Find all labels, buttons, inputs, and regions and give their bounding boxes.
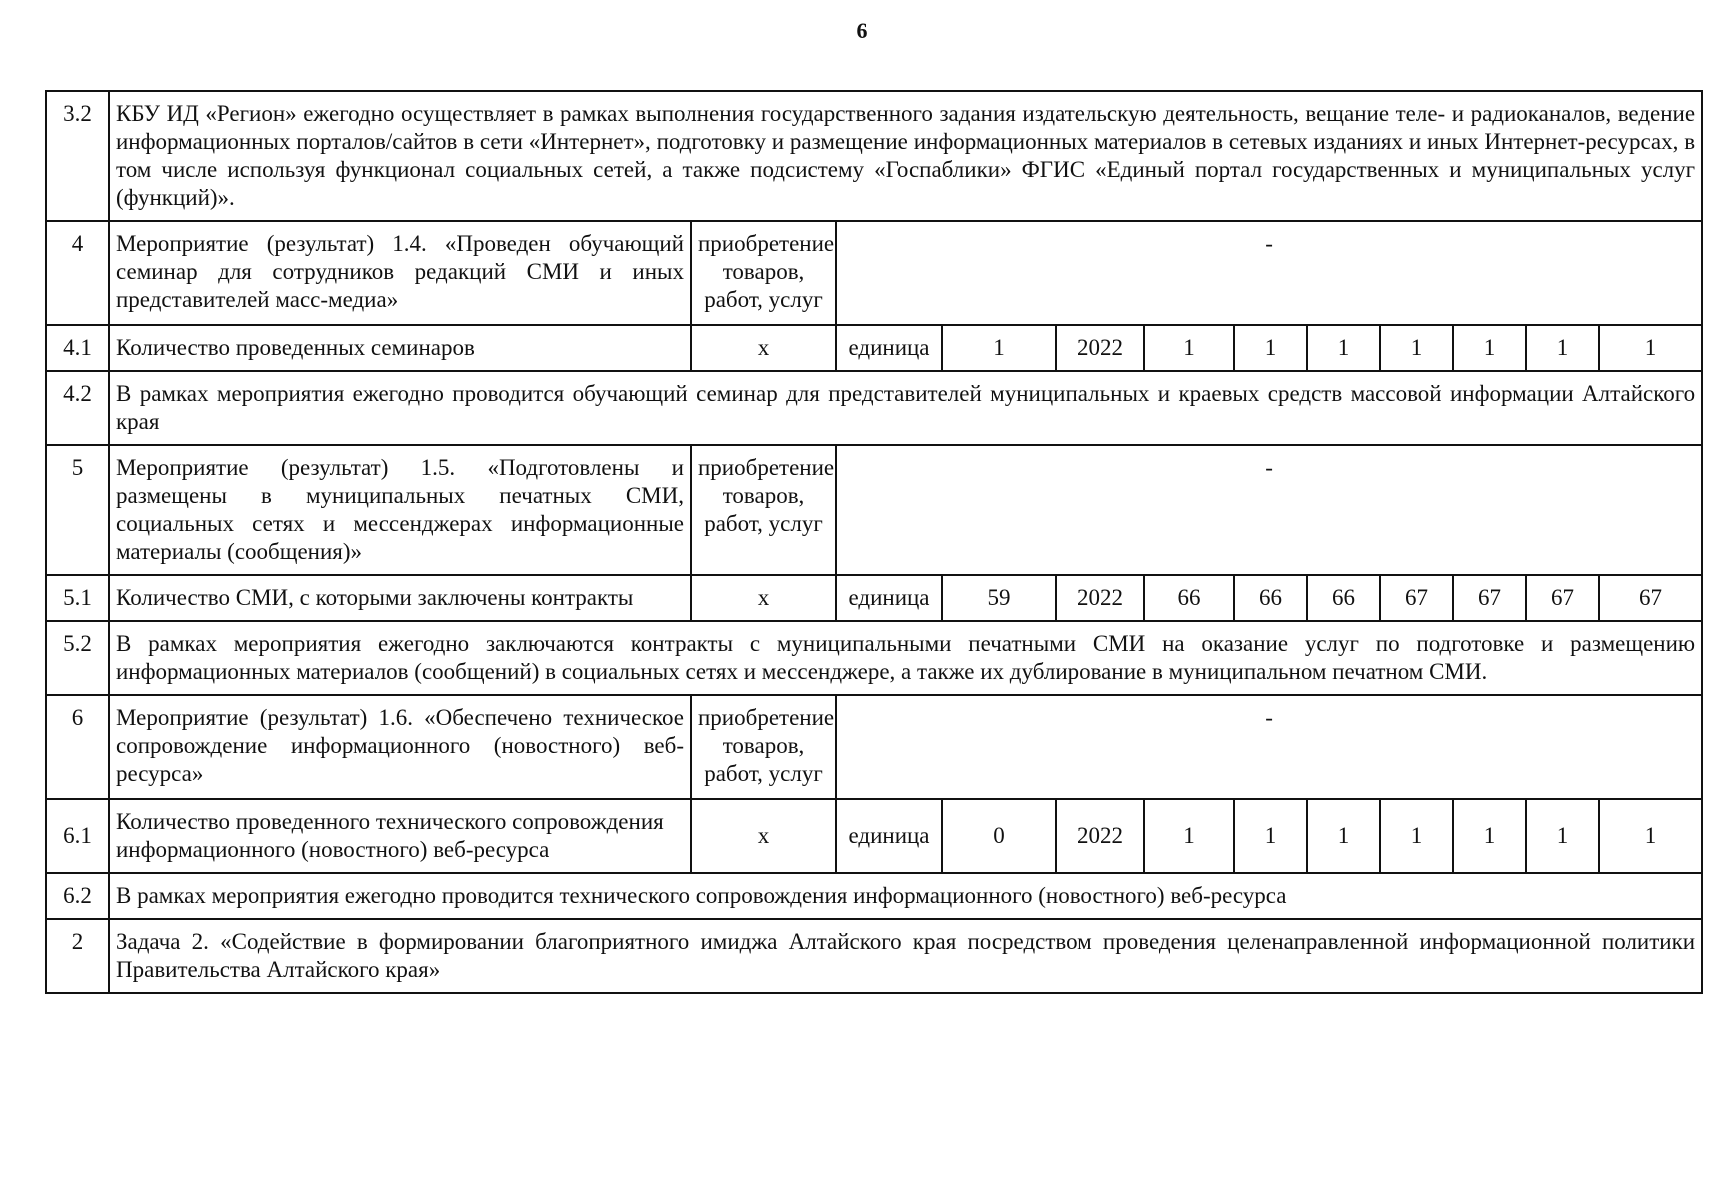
row-number: 5 <box>46 445 109 575</box>
table-row-6-1 <box>46 799 1702 873</box>
expense-category: приобретение товаров, работ, услуг <box>691 221 836 325</box>
row-description: В рамках мероприятия ежегодно заключаются контракты с муниципальными печатными СМИ на оказание услуг по подготовке и размещению информационных материалов (сообщений) в социальных сетях и мессенджере, а также их дублирование в муниципальном печатном СМИ. <box>109 621 1702 695</box>
base-year: 2022 <box>1056 325 1144 371</box>
row-description: В рамках мероприятия ежегодно проводится технического сопровождения информационного (новостного) веб-ресурса <box>109 873 1702 919</box>
value-cell: 1 <box>1144 799 1234 873</box>
value-cell: 1 <box>1307 799 1380 873</box>
indicator-name: Количество проведенных семинаров <box>109 325 691 371</box>
measure-title: Мероприятие (результат) 1.5. «Подготовлены и размещены в муниципальных печатных СМИ, социальных сетях и мессенджерах информационные материалы (сообщения)» <box>109 445 691 575</box>
value-cell: 1 <box>1453 325 1526 371</box>
value-cell: 66 <box>1144 575 1234 621</box>
row-number: 2 <box>46 919 109 993</box>
unit-cell: единица <box>836 325 942 371</box>
table-row-3-2 <box>46 91 1702 221</box>
expense-category: приобретение товаров, работ, услуг <box>691 445 836 575</box>
value-cell: 1 <box>1526 325 1599 371</box>
value-cell: 1 <box>1380 799 1453 873</box>
value-cell: 67 <box>1526 575 1599 621</box>
value-cell: 67 <box>1599 575 1702 621</box>
row-number: 4 <box>46 221 109 325</box>
table-row-4-2 <box>46 371 1702 445</box>
dash-cell: - <box>836 221 1702 325</box>
value-cell: 1 <box>1526 799 1599 873</box>
measure-title: Мероприятие (результат) 1.4. «Проведен обучающий семинар для сотрудников редакций СМИ и иных представителей масс-медиа» <box>109 221 691 325</box>
x-mark: x <box>691 325 836 371</box>
value-cell: 66 <box>1234 575 1307 621</box>
indicator-name: Количество проведенного технического сопровождения информационного (новостного) веб-ресурса <box>109 799 691 873</box>
value-cell: 1 <box>1380 325 1453 371</box>
table-row-6-2 <box>46 873 1702 919</box>
value-cell: 1 <box>1234 799 1307 873</box>
unit-cell: единица <box>836 575 942 621</box>
page-number: 6 <box>856 18 868 43</box>
table-row-5-2 <box>46 621 1702 695</box>
table-row-4 <box>46 221 1702 325</box>
x-mark: x <box>691 575 836 621</box>
row-number: 3.2 <box>46 91 109 221</box>
value-cell: 1 <box>1599 325 1702 371</box>
row-number: 5.2 <box>46 621 109 695</box>
base-year: 2022 <box>1056 575 1144 621</box>
x-mark: x <box>691 799 836 873</box>
row-number: 5.1 <box>46 575 109 621</box>
row-number: 6.2 <box>46 873 109 919</box>
value-cell: 1 <box>1599 799 1702 873</box>
table-row-5-1 <box>46 575 1702 621</box>
value-cell: 67 <box>1453 575 1526 621</box>
row-description: В рамках мероприятия ежегодно проводится обучающий семинар для представителей муниципальных и краевых средств массовой информации Алтайского края <box>109 371 1702 445</box>
base-value: 1 <box>942 325 1056 371</box>
base-value: 59 <box>942 575 1056 621</box>
row-number: 6 <box>46 695 109 799</box>
table-row-5 <box>46 445 1702 575</box>
table-row-4-1 <box>46 325 1702 371</box>
measure-title: Мероприятие (результат) 1.6. «Обеспечено техническое сопровождение информационного (новостного) веб-ресурса» <box>109 695 691 799</box>
row-number: 6.1 <box>46 799 109 873</box>
unit-cell: единица <box>836 799 942 873</box>
table-row-2 <box>46 919 1702 993</box>
value-cell: 67 <box>1380 575 1453 621</box>
row-number: 4.2 <box>46 371 109 445</box>
task-title: Задача 2. «Содействие в формировании благоприятного имиджа Алтайского края посредством проведения целенаправленной информационной политики Правительства Алтайского края» <box>109 919 1702 993</box>
table-row-6 <box>46 695 1702 799</box>
dash-cell: - <box>836 695 1702 799</box>
measures-table <box>45 90 1703 994</box>
value-cell: 1 <box>1144 325 1234 371</box>
indicator-name: Количество СМИ, с которыми заключены контракты <box>109 575 691 621</box>
value-cell: 1 <box>1307 325 1380 371</box>
base-value: 0 <box>942 799 1056 873</box>
row-description: КБУ ИД «Регион» ежегодно осуществляет в рамках выполнения государственного задания издательскую деятельность, вещание теле- и радиоканалов, ведение информационных порталов/сайтов в сети «Интернет», подготовку и размещение информационных материалов в сетевых изданиях и иных Интернет-ресурсах, в том числе используя функционал социальных сетей, а также подсистему «Госпаблики» ФГИС «Единый портал государственных и муниципальных услуг (функций)». <box>109 91 1702 221</box>
value-cell: 1 <box>1234 325 1307 371</box>
value-cell: 1 <box>1453 799 1526 873</box>
row-number: 4.1 <box>46 325 109 371</box>
value-cell: 66 <box>1307 575 1380 621</box>
expense-category: приобретение товаров, работ, услуг <box>691 695 836 799</box>
base-year: 2022 <box>1056 799 1144 873</box>
dash-cell: - <box>836 445 1702 575</box>
